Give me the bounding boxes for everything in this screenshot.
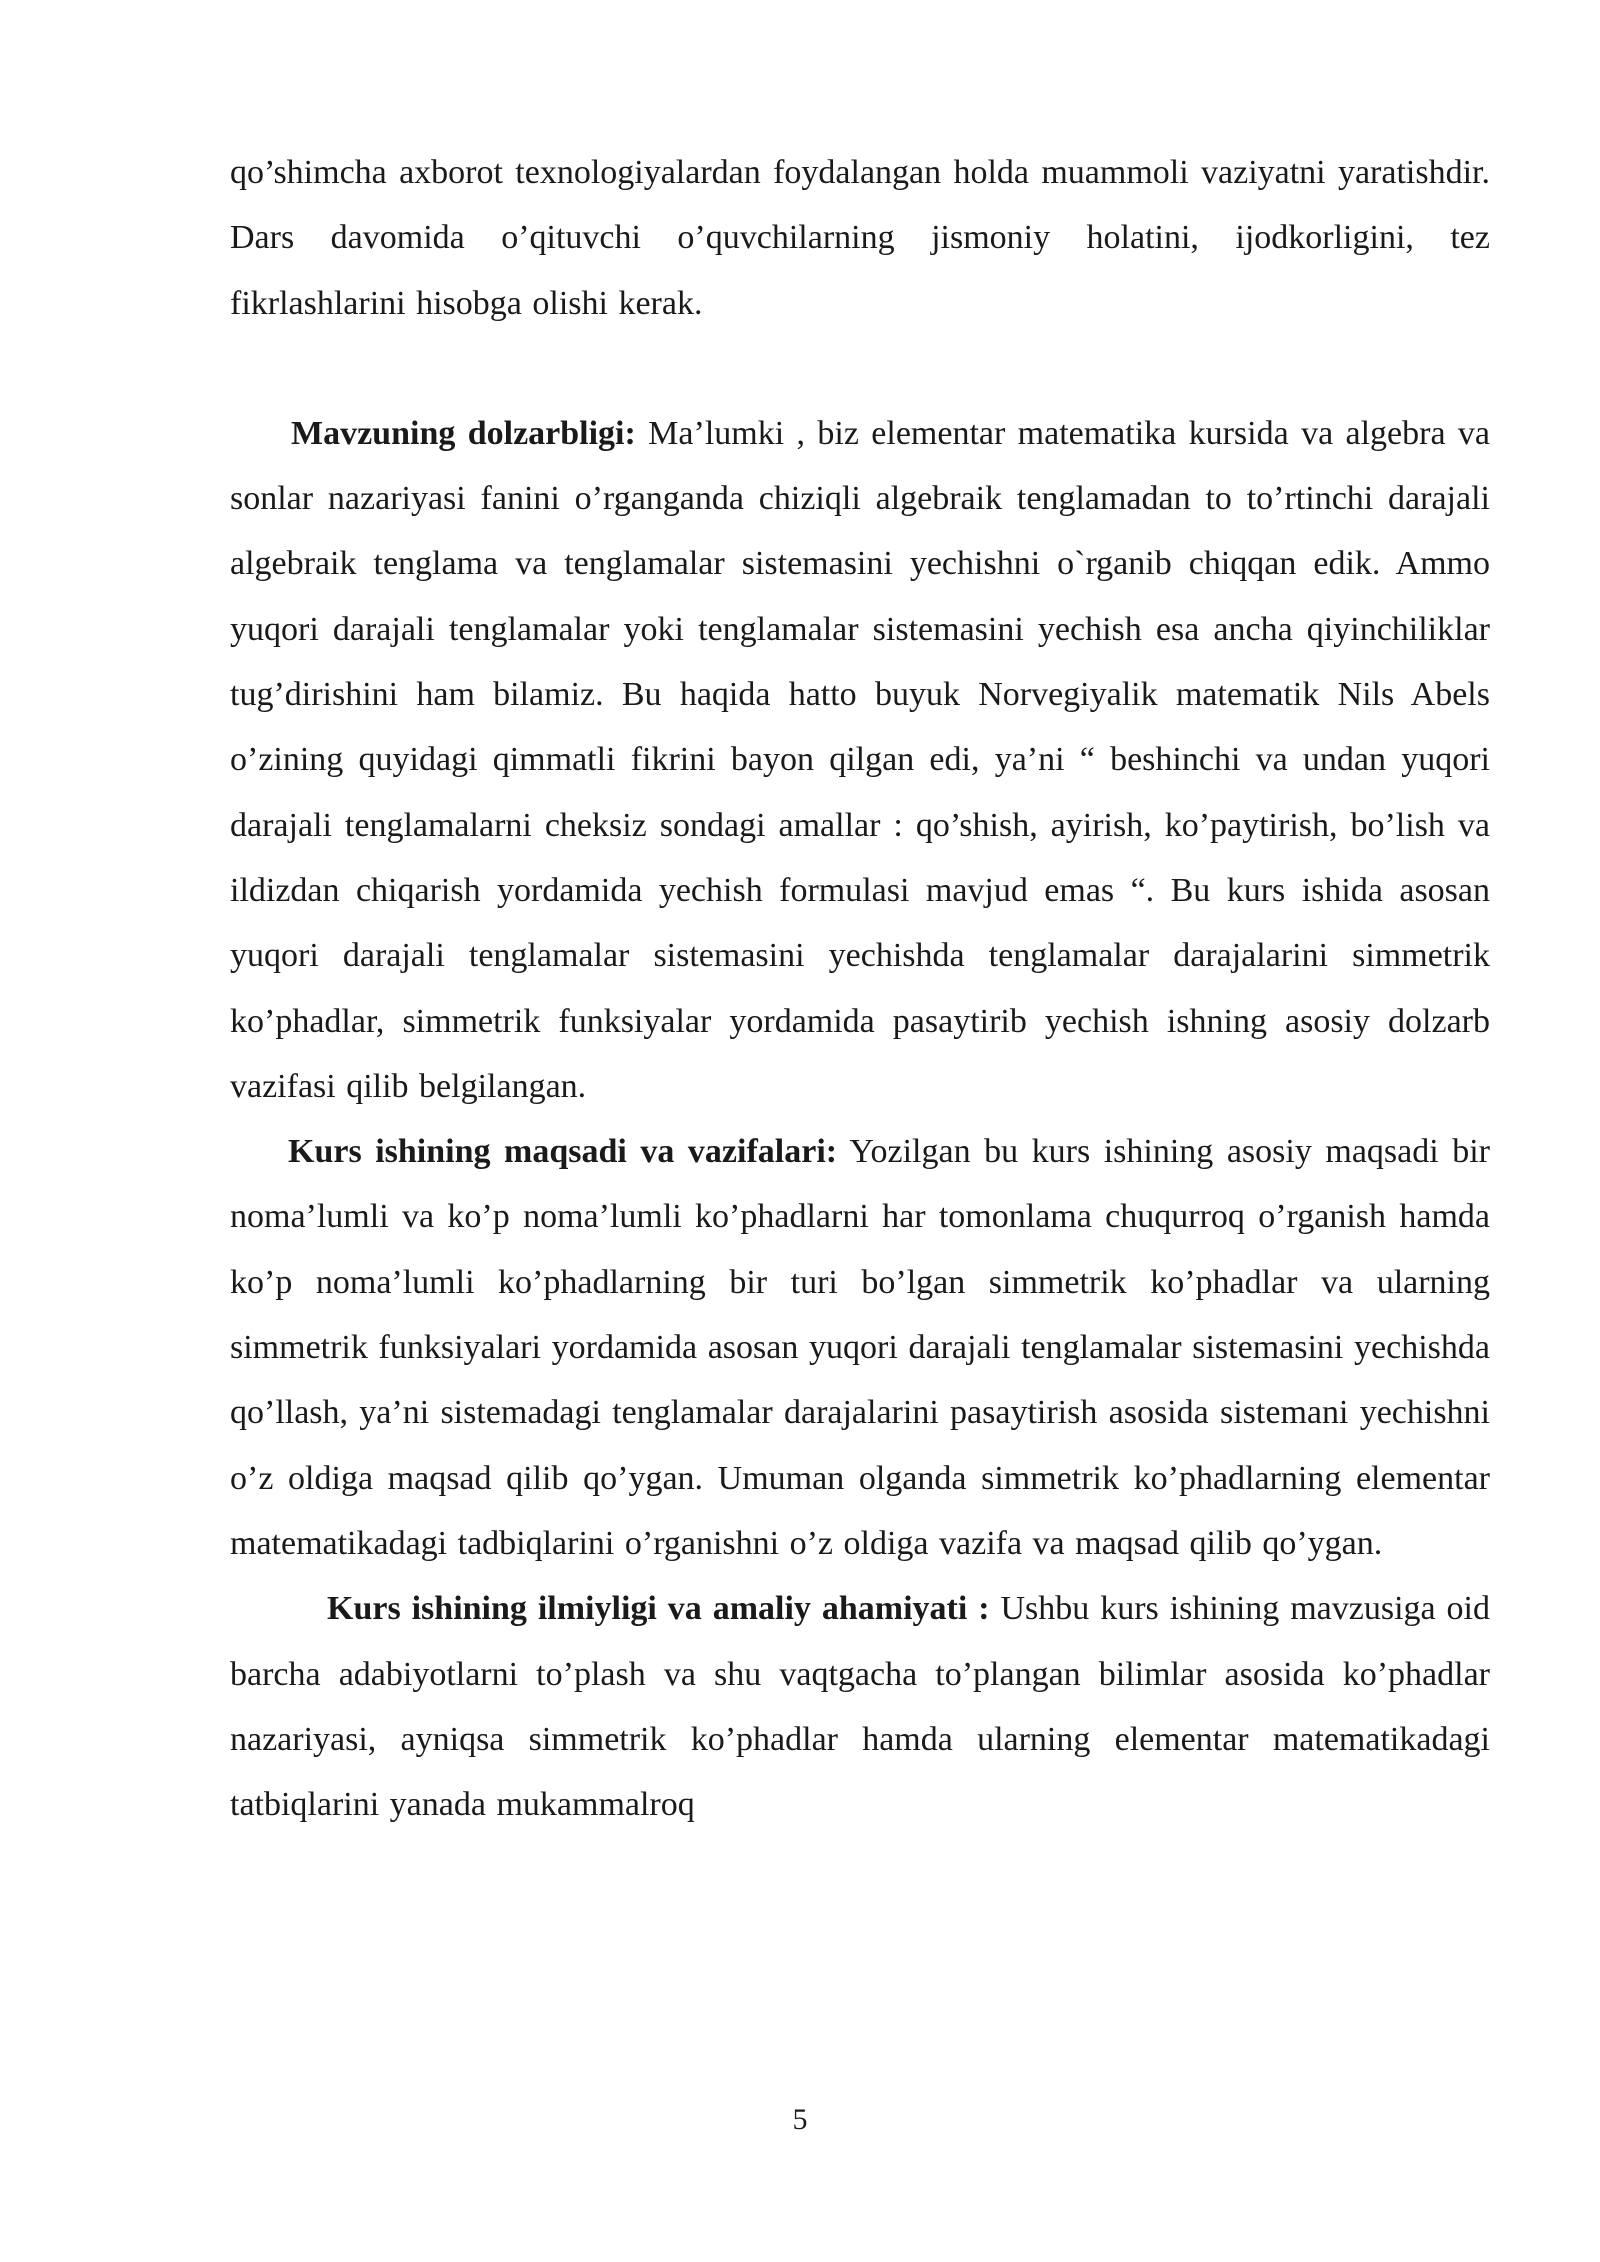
paragraph-text: qo’shimcha axborot texnologiyalardan foydalangan holda muammoli vaziyatni yaratishdir. Dars davomida o’qituvchi o’quvchilarning jismoniy holatini, ijodkorligini, tez fikrlashlarini hisobga olishi kerak. [230, 154, 1490, 322]
paragraph-lead-significance: Kurs ishining ilmiyligi va amaliy ahamiyati : [327, 1590, 990, 1628]
paragraph-text-significance: Ushbu kurs ishining mavzusiga oid barcha adabiyotlarni to’plash va shu vaqtgacha to’plangan bilimlar asosida ko’phadlar nazariyasi, ayniqsa simmetrik ko’phadlar hamda ularning elementar matematikadagi tatbiqlarini yanada mukammalroq [230, 1590, 1490, 1824]
paragraph-text-goals: Yozilgan bu kurs ishining asosiy maqsadi bir noma’lumli va ko’p noma’lumli ko’phadlarni har tomonlama chuqurroq o’rganish hamda ko’p noma’lumli ko’phadlarning bir turi bo’lgan simmetrik ko’phadlar va ularning simmetrik funksiyalari yordamida asosan yuqori darajali tenglamalar sistemasini yechishda qo’llash, ya’ni sistemadagi tenglamalar darajalarini pasaytirish asosida sistemani yechishni o’z oldiga maqsad qilib qo’ygan. Umuman olganda simmetrik ko’phadlarning elementar matematikadagi tadbiqlarini o’rganishni o’z oldiga vazifa va maqsad qilib qo’ygan. [230, 1133, 1490, 1562]
paragraph-goals [230, 1119, 1490, 1576]
page-number: 5 [792, 2103, 808, 2136]
paragraph-significance [230, 1576, 1490, 1837]
paragraph-relevance [230, 401, 1490, 1119]
document-body [230, 140, 1490, 1837]
paragraph-text-relevance: Ma’lumki , biz elementar matematika kursida va algebra va sonlar nazariyasi fanini o’rganganda chiziqli algebraik tenglamadan to to’rtinchi darajali algebraik tenglama va tenglamalar sistemasini yechishni o`rganib chiqqan edik. Ammo yuqori darajali tenglamalar yoki tenglamalar sistemasini yechish esa ancha qiyinchiliklar tug’dirishini ham bilamiz. Bu haqida hatto buyuk Norvegiyalik matematik Nils Abels o’zining quyidagi qimmatli fikrini bayon qilgan edi, ya’ni “ beshinchi va undan yuqori darajali tenglamalarni cheksiz sondagi amallar : qo’shish, ayirish, ko’paytirish, bo’lish va ildizdan chiqarish yordamida yechish formulasi mavjud emas “. Bu kurs ishida asosan yuqori darajali tenglamalar sistemasini yechishda tenglamalar darajalarini simmetrik ko’phadlar, simmetrik funksiyalar yordamida pasaytirib yechish ishning asosiy dolzarb vazifasi qilib belgilangan. [230, 414, 1491, 1105]
paragraph-intro [230, 140, 1490, 336]
paragraph-lead-goals: Kurs ishining maqsadi va vazifalari: [288, 1133, 838, 1171]
paragraph-lead-relevance: Mavzuning dolzarbligi: [291, 414, 636, 452]
